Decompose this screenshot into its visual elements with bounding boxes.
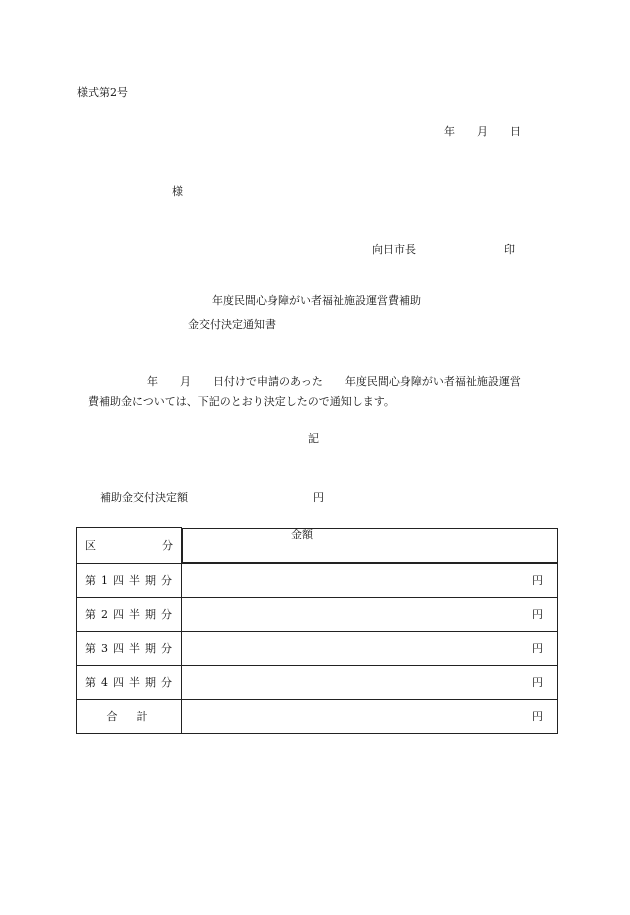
header-amount-right: 額: [302, 527, 313, 541]
document-title-line-1: 年度民間心身障がい者福祉施設運営費補助: [212, 294, 421, 307]
row-unit: 円: [182, 665, 558, 699]
date-line: 年 月 日: [444, 125, 521, 138]
amount-unit: 円: [313, 491, 324, 504]
row-label: 第1四半期分: [77, 563, 182, 597]
row-unit: 円: [182, 597, 558, 631]
body-text-line-1: 年 月 日付けで申請のあった 年度民間心身障がい者福祉施設運営: [147, 375, 521, 388]
amount-label: 補助金交付決定額: [100, 491, 188, 504]
table-header-row: [77, 528, 558, 564]
header-amount-cell: [182, 528, 558, 563]
total-unit: 円: [182, 699, 558, 733]
table-row: [77, 597, 558, 631]
table-row: [77, 631, 558, 665]
row-label: 第4四半期分: [77, 665, 182, 699]
total-label: 合 計: [77, 699, 182, 733]
form-number: 様式第2号: [77, 86, 128, 99]
row-label: 第2四半期分: [77, 597, 182, 631]
table-row: [77, 563, 558, 597]
ki-heading: 記: [308, 432, 319, 445]
issuer-line: 向日市長 印: [372, 243, 515, 256]
row-label: 第3四半期分: [77, 631, 182, 665]
row-unit: 円: [182, 631, 558, 665]
row-unit: 円: [182, 563, 558, 597]
header-category-right: 分: [162, 538, 173, 552]
body-text-line-2: 費補助金については、下記のとおり決定したので通知します。: [88, 395, 395, 408]
header-category-left: 区: [85, 538, 96, 552]
header-category-cell: [77, 528, 182, 564]
table-row: [77, 665, 558, 699]
document-title-line-2: 金交付決定通知書: [188, 318, 276, 331]
addressee-suffix: 様: [172, 185, 183, 198]
header-amount-left: 金: [291, 527, 302, 541]
amounts-table: [76, 527, 558, 734]
table-total-row: [77, 699, 558, 733]
